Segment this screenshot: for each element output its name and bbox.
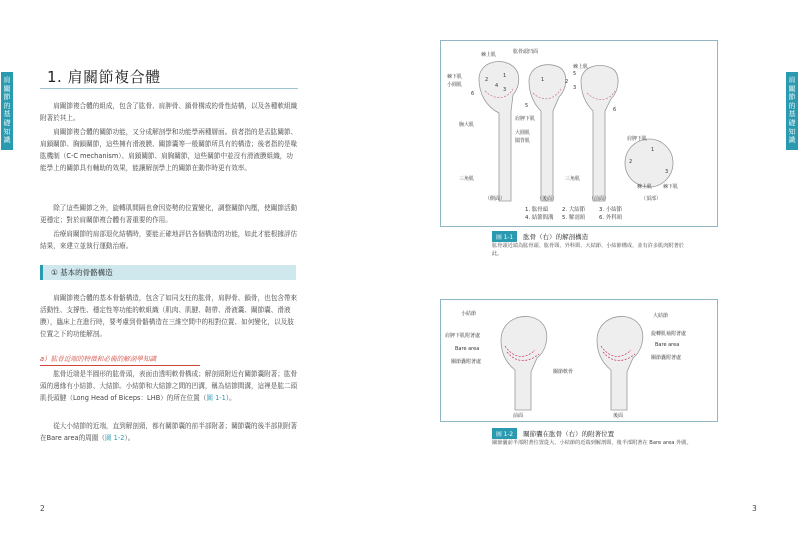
view-label-posterior: （後面）	[537, 196, 558, 202]
label-rotator-cuff-attachment: 旋轉肌袖附著處	[651, 331, 687, 337]
legend-item: 6. 外科頸	[599, 214, 623, 221]
label-bare-area-back: Bare area	[655, 342, 680, 348]
tab-char: 的	[3, 101, 11, 110]
label-bare-area-front: Bare area	[455, 346, 480, 352]
subheading: a）肱骨近端的特徵和必備的解剖學知識	[40, 354, 200, 366]
sub-paragraph-1: 肱骨近端是半圓形的肱骨頭，表面由透明軟骨構成；解剖頸附近有關節囊附著；肱骨頭的邊緣有小結節、大結節。小結節和大結節之間的凹溝，稱為結節間溝，這裡是肱二頭肌長頭腱（Long Head of Biceps：LHB）的所在位置（圖 1-1）。	[40, 370, 298, 402]
view-label-front: 前面	[513, 413, 524, 419]
label-n6: 6	[471, 91, 475, 97]
legend-item: 2. 大結節	[562, 207, 586, 213]
label-deltoid-mid: 三角肌	[565, 176, 581, 182]
section-heading: ① 基本的骨骼構造	[40, 265, 296, 280]
label-capsule-back: 關節囊附著處	[651, 355, 682, 361]
label-top-n2: 2	[629, 159, 633, 165]
label-post-n2: 2	[565, 79, 569, 85]
tab-char: 礎	[788, 118, 796, 127]
label-n3: 3	[503, 87, 507, 93]
label-n1: 1	[503, 73, 507, 79]
figure-1-2	[440, 299, 718, 422]
intro-paragraph-3: 除了這些關節之外，旋轉肌間隔也會因姿勢的位置變化，調整關節內壓，使關節活動更穩定；對於肩關節複合體有著重要的作用。	[40, 204, 298, 224]
tab-char: 節	[3, 93, 11, 102]
tab-char: 關	[788, 84, 796, 93]
tab-char: 知	[788, 127, 796, 136]
label-teres-major: 大圓肌	[515, 130, 531, 136]
label-supraspinatus-3: 棘上肌	[637, 184, 653, 190]
tab-char: 識	[3, 136, 11, 145]
label-post-n6: 6	[613, 107, 617, 113]
figure-1-1	[440, 40, 718, 227]
figure-1-1-legend	[525, 207, 636, 222]
figure-ref-1-1[interactable]: 圖 1-1	[206, 394, 226, 402]
tab-char: 礎	[3, 118, 11, 127]
label-teres-minor: 小圓肌	[447, 82, 463, 88]
figure-1-1-caption: 圖 1-1 肱骨（右）的解剖構造	[492, 231, 588, 242]
legend-item: 4. 結節間溝	[525, 214, 554, 221]
label-supraspinatus-2: 棘上肌	[573, 64, 589, 70]
label-post-n5: 5	[573, 71, 577, 77]
legend-item: 3. 小結節	[599, 207, 623, 213]
label-deltoid-left: 三角肌	[459, 176, 475, 182]
label-subscapularis: 肩胛下肌	[515, 116, 536, 122]
tab-char: 的	[788, 101, 796, 110]
label-capsule-front: 關節囊附著處	[451, 359, 482, 365]
label-top-n1: 1	[651, 147, 655, 153]
view-label-anterior: （前面）	[589, 196, 610, 202]
section-paragraph: 肩關節複合體的基本骨骼構造，包含了如同支柱的肱骨，肩胛骨、鎖骨，也包含帶來活動性、支撐性、穩定性等功能的軟組織（肌肉、肌腱、韌帶、滑液囊、關節囊、滑液膜），臨床上在進行時，要考慮到骨骼構造在三維空間中的相對位置、如何變化，以及肢位置之下的功能解剖。	[40, 294, 298, 338]
legend-item: 1. 肱骨頭	[525, 207, 549, 213]
intro-paragraph-2: 肩關節複合體的關節功能，又分成解剖學和功能學兩種層面。前者指的是盂肱關節、肩鎖關節、胸鎖關節，這些擁有滑液膜、關節囊等一般關節所具有的構造；後者指的是喙肱機制（C-C mechanism）、肩鎖關節、肩胸關節，這些關節中並沒有滑液膜組織，功能學上的關節具有輔助的效果，能讓解剖學上的關節在動作時更有效率。	[40, 128, 298, 172]
tab-char: 基	[3, 110, 11, 119]
label-subscapularis-attachment: 肩胛下肌附著處	[445, 333, 481, 339]
intro-paragraph-4: 治療肩關節的肩部退化結構時，要能正確地評估各個構造的功能，如此才能根據評估結果，來建立並執行運動治療。	[40, 230, 298, 250]
label-infraspinatus: 棘下肌	[447, 74, 463, 80]
label-post-n1: 1	[541, 77, 545, 83]
label-infraspinatus-3: 棘下肌	[663, 184, 679, 190]
tab-char: 關	[3, 84, 11, 93]
label-articular-cartilage: 關節軟骨	[553, 369, 574, 375]
tab-char: 肩	[3, 76, 11, 84]
label-greater-tubercle: 大結節	[653, 313, 669, 319]
view-label-back: 後面	[613, 413, 624, 419]
capsule-attachment-illustration	[441, 300, 719, 423]
tab-char: 肩	[788, 76, 796, 84]
figure-1-2-caption: 圖 1-2 關節囊在肱骨（右）的附著位置	[492, 428, 614, 439]
figure-1-1-note: 肱骨頭近端為肱骨頭、肱骨頸、外科頸、大結節、小結節構成，並有許多肌肉附著於此。	[492, 243, 684, 257]
tab-char: 知	[3, 127, 11, 136]
chapter-tab-right	[786, 72, 798, 150]
label-post-n3: 3	[573, 85, 577, 91]
tab-char: 識	[788, 136, 796, 145]
chapter-title: 1. 肩關節複合體	[47, 68, 161, 86]
figure-ref-1-2[interactable]: 圖 1-2	[104, 434, 125, 442]
label-top-n3: 3	[665, 169, 669, 175]
intro-paragraph-1: 肩關節複合體的組成，包含了肱骨、肩胛骨、鎖骨構成的骨性結構，以及各種軟組織附著於其上。	[40, 102, 298, 122]
tab-char: 節	[788, 93, 796, 102]
figure-1-2-badge: 圖 1-2	[492, 428, 517, 439]
label-pectoralis-major: 胸大肌	[459, 122, 475, 128]
view-label-top: （頂部）	[641, 196, 662, 202]
label-n4: 4	[495, 83, 499, 89]
label-latissimus: 闊背肌	[515, 138, 531, 144]
figure-1-1-badge: 圖 1-1	[492, 231, 517, 242]
figure-1-2-note: 關節囊前半部附著位置從大、小結節的近端到解剖頸，後半部附著在 Bare area 外圍。	[492, 440, 692, 446]
tab-char: 基	[788, 110, 796, 119]
label-n2: 2	[485, 77, 489, 83]
legend-item: 5. 解剖頸	[562, 214, 586, 221]
label-head-depression: 肱骨頭凹面	[513, 49, 539, 55]
title-rule	[40, 88, 298, 89]
page-number-left: 2	[40, 504, 45, 513]
label-subscapularis-2: 肩胛下肌	[627, 136, 648, 142]
page-number-right: 3	[752, 504, 757, 513]
label-lesser-tubercle: 小結節	[461, 311, 477, 317]
label-n5: 5	[525, 103, 529, 109]
label-supraspinatus: 棘上肌	[481, 52, 497, 58]
sub-paragraph-2: 從大小結節的近端，直到解剖頸，都有關節囊的前半部附著；關節囊的後半部則附著在Bare area的周圍（圖 1-2）。	[40, 422, 298, 442]
chapter-tab-left	[1, 72, 13, 150]
view-label-lateral: （側面）	[485, 196, 506, 202]
